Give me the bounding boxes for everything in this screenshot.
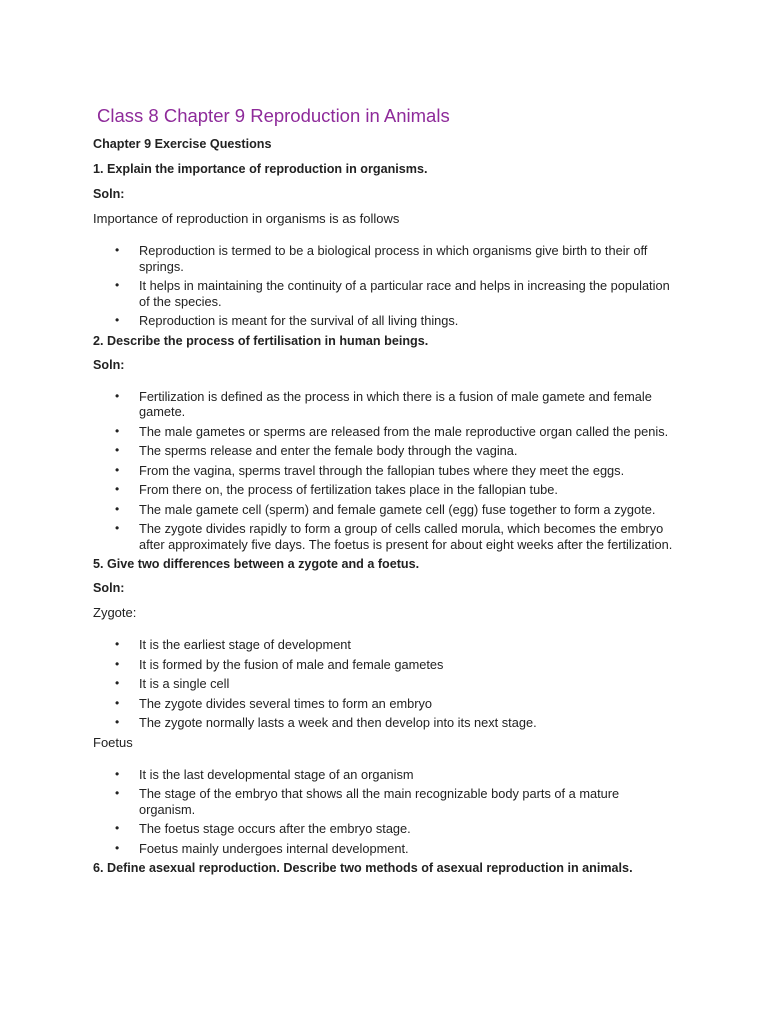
document-page xyxy=(93,104,673,876)
list-item: • It is the earliest stage of development xyxy=(93,637,673,653)
list-item: • Fertilization is defined as the process in which there is a fusion of male gamete and female gamete. xyxy=(93,389,673,420)
q2-list xyxy=(93,389,673,553)
list-item: • The male gamete cell (sperm) and female gamete cell (egg) fuse together to form a zygote. xyxy=(93,502,673,518)
list-item: • From there on, the process of fertilization takes place in the fallopian tube. xyxy=(93,482,673,498)
list-item: • It is the last developmental stage of an organism xyxy=(93,767,673,783)
q1-list xyxy=(93,243,673,329)
list-item: • The foetus stage occurs after the embryo stage. xyxy=(93,821,673,837)
foetus-label: Foetus xyxy=(93,734,133,750)
list-item: • Reproduction is meant for the survival of all living things. xyxy=(93,313,673,329)
q5-soln-label: Soln: xyxy=(93,581,125,595)
chapter-subtitle: Chapter 9 Exercise Questions xyxy=(93,137,272,151)
list-item: • The zygote divides several times to form an embryo xyxy=(93,696,673,712)
q1-soln-label: Soln: xyxy=(93,187,125,201)
list-item: • Foetus mainly undergoes internal development. xyxy=(93,841,673,857)
q2-soln-label: Soln: xyxy=(93,357,125,372)
foetus-list xyxy=(93,767,673,857)
question-5: 5. Give two differences between a zygote and a foetus. xyxy=(93,557,420,571)
list-item: • It is a single cell xyxy=(93,676,673,692)
question-6: 6. Define asexual reproduction. Describe two methods of asexual reproduction in animals. xyxy=(93,861,633,875)
list-item: • It helps in maintaining the continuity of a particular race and helps in increasing the population of the species. xyxy=(93,278,673,309)
question-1: 1. Explain the importance of reproduction in organisms. xyxy=(93,162,428,176)
list-item: • Reproduction is termed to be a biological process in which organisms give birth to their off springs. xyxy=(93,243,673,274)
list-item: • It is formed by the fusion of male and female gametes xyxy=(93,657,673,673)
list-item: • From the vagina, sperms travel through the fallopian tubes where they meet the eggs. xyxy=(93,463,673,479)
list-item: • The zygote normally lasts a week and then develop into its next stage. xyxy=(93,715,673,731)
zygote-label: Zygote: xyxy=(93,605,137,620)
list-item: • The male gametes or sperms are released from the male reproductive organ called the penis. xyxy=(93,424,673,440)
zygote-list xyxy=(93,637,673,731)
list-item: • The sperms release and enter the female body through the vagina. xyxy=(93,443,673,459)
question-2: 2. Describe the process of fertilisation in human beings. xyxy=(93,333,429,348)
q1-intro: Importance of reproduction in organisms is as follows xyxy=(93,211,400,226)
list-item: • The zygote divides rapidly to form a group of cells called morula, which becomes the embryo after approximately five days. The foetus is present for about eight weeks after the fertilization. xyxy=(93,521,673,552)
page-title: Class 8 Chapter 9 Reproduction in Animals xyxy=(97,105,450,126)
list-item: • The stage of the embryo that shows all the main recognizable body parts of a mature organism. xyxy=(93,786,673,817)
